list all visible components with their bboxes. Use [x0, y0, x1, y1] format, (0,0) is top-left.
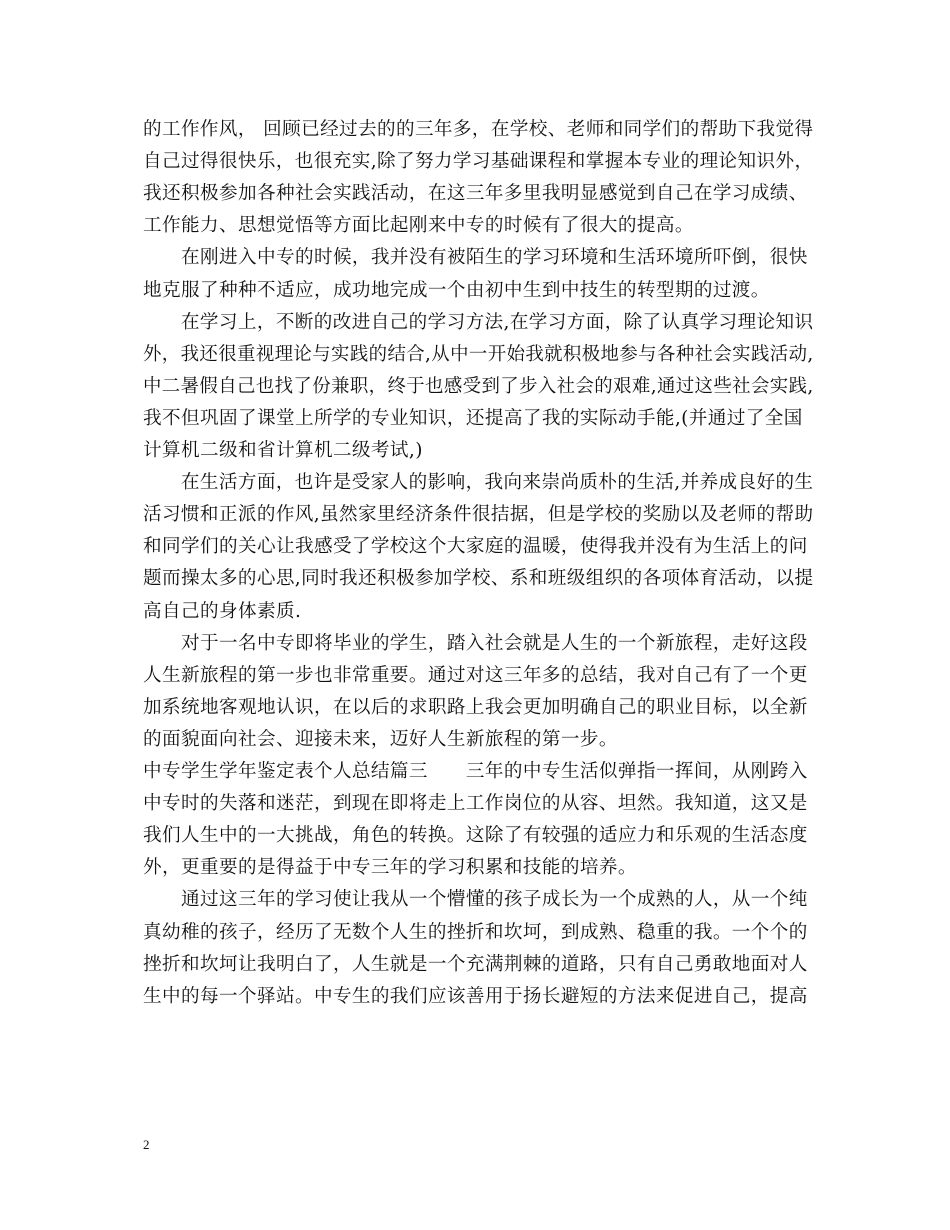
text-line: 人生新旅程的第一步也非常重要。通过对这三年多的总结，我对自己有了一个更 [143, 664, 808, 686]
text-line: 外，更重要的是得益于中专三年的学习积累和技能的培养。 [143, 857, 637, 879]
text-line: 中二暑假自己也找了份兼职，终于也感受到了步入社会的艰难,通过这些社会实践, [143, 375, 814, 397]
text-line: 中专学生学年鉴定表个人总结篇三 三年的中专生活似弹指一挥间，从刚跨入 [143, 761, 808, 782]
text-line: 我还积极参加各种社会实践活动，在这三年多里我明显感觉到自己在学习成绩、 [143, 183, 808, 205]
text-line: 的面貌面向社会、迎接未来，迈好人生新旅程的第一步。 [143, 728, 618, 750]
text-line: 自己过得很快乐，也很充实,除了努力学习基础课程和掌握本专业的理论知识外， [143, 151, 814, 173]
text-line: 挫折和坎坷让我明白了，人生就是一个充满荆棘的道路，只有自己勇敢地面对人 [143, 953, 808, 975]
text-line: 我们人生中的一大挑战，角色的转换。这除了有较强的适应力和乐观的生活态度 [143, 825, 808, 847]
text-line: 在刚进入中专的时候，我并没有被陌生的学习环境和生活环境所吓倒，很快 [143, 247, 808, 269]
text-line: 通过这三年的学习使让我从一个懵懂的孩子成长为一个成熟的人，从一个纯 [143, 889, 808, 911]
text-line: 中专时的失落和迷茫，到现在即将走上工作岗位的从容、坦然。我知道，这又是 [143, 793, 808, 815]
text-line: 外，我还很重视理论与实践的结合,从中一开始我就积极地参与各种社会实践活动, [143, 343, 814, 365]
text-line: 生中的每一个驿站。中专生的我们应该善用于扬长避短的方法来促进自己，提高 [143, 985, 808, 1007]
text-line: 活习惯和正派的作风,虽然家里经济条件很拮据，但是学校的奖励以及老师的帮助 [143, 504, 814, 526]
text-line: 我不但巩固了课堂上所学的专业知识，还提高了我的实际动手能,(并通过了全国 [143, 407, 803, 429]
page-number: 2 [143, 1137, 150, 1152]
text-line: 计算机二级和省计算机二级考试,) [143, 440, 423, 461]
text-line: 高自己的身体素质. [143, 600, 302, 622]
text-line: 加系统地客观地认识，在以后的求职路上我会更加明确自己的职业目标，以全新 [143, 696, 808, 718]
text-line: 对于一名中专即将毕业的学生，踏入社会就是人生的一个新旅程，走好这段 [143, 632, 808, 654]
text-line: 地克服了种种不适应，成功地完成一个由初中生到中技生的转型期的过渡。 [143, 279, 770, 301]
text-line: 和同学们的关心让我感受了学校这个大家庭的温暖，使得我并没有为生活上的问 [143, 536, 808, 558]
text-line: 的工作作风， 回顾已经过去的的三年多，在学校、老师和同学们的帮助下我觉得 [143, 119, 814, 140]
text-line: 在学习上，不断的改进自己的学习方法,在学习方面，除了认真学习理论知识 [143, 311, 814, 333]
text-line: 工作能力、思想觉悟等方面比起刚来中专的时候有了很大的提高。 [143, 215, 694, 237]
text-line: 真幼稚的孩子，经历了无数个人生的挫折和坎坷，到成熟、稳重的我。一个个的 [143, 921, 808, 943]
text-line: 在生活方面，也许是受家人的影响，我向来崇尚质朴的生活,并养成良好的生 [143, 472, 814, 494]
text-line: 题而操太多的心思,同时我还积极参加学校、系和班级组织的各项体育活动，以提 [143, 568, 814, 590]
